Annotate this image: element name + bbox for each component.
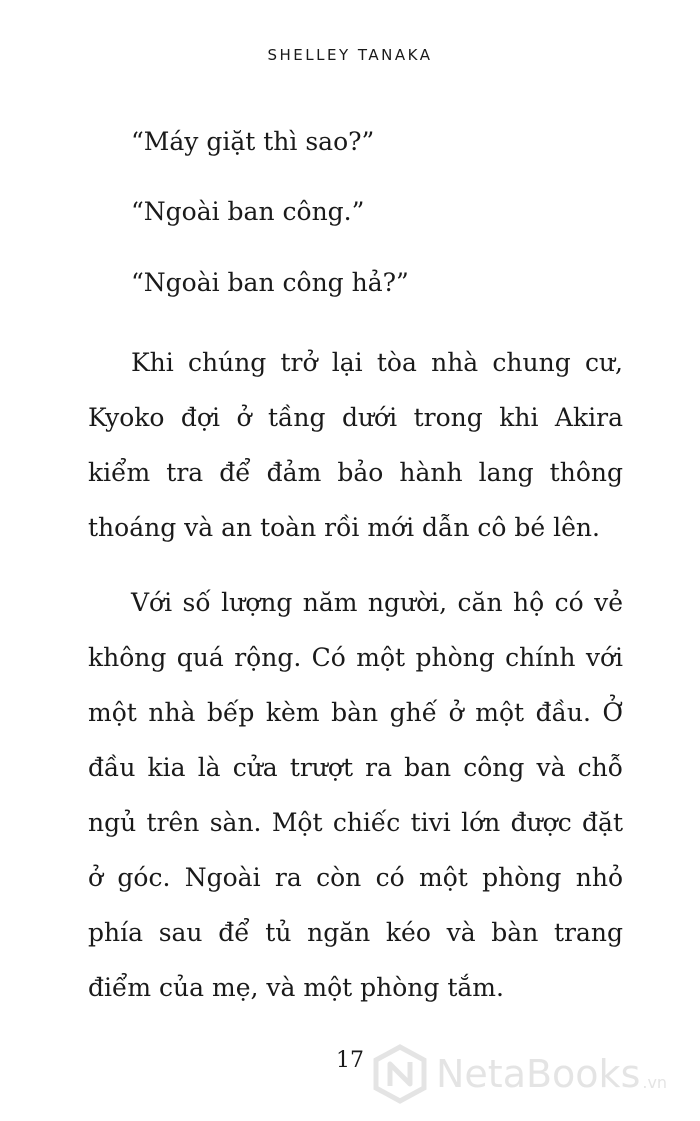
dialogue-line: “Ngoài ban công hả?” xyxy=(131,268,409,297)
paragraph-text: Khi chúng trở lại tòa nhà chung cư, Kyoko đợi ở tầng dưới trong khi Akira kiểm tra để đảm bảo hành lang thông thoáng và an toàn rồi mới dẫn cô bé lên. xyxy=(88,348,623,542)
watermark-brand: NetaBooks xyxy=(436,1052,641,1096)
dialogue-line: “Ngoài ban công.” xyxy=(131,197,365,226)
body-paragraph xyxy=(88,575,623,1015)
body-paragraph xyxy=(88,335,623,555)
page-number: 17 xyxy=(336,1048,364,1073)
watermark xyxy=(370,1044,667,1104)
watermark-domain: .vn xyxy=(642,1073,668,1092)
paragraph-text: Với số lượng năm người, căn hộ có vẻ không quá rộng. Có một phòng chính với một nhà bếp kèm bàn ghế ở một đầu. Ở đầu kia là cửa trượt ra ban công và chỗ ngủ trên sàn. Một chiếc tivi lớn được đặt ở góc. Ngoài ra còn có một phòng nhỏ phía sau để tủ ngăn kéo và bàn trang điểm của mẹ, và một phòng tắm. xyxy=(88,588,623,1002)
running-head: SHELLEY TANAKA xyxy=(267,46,433,64)
dialogue-line: “Máy giặt thì sao?” xyxy=(131,127,375,156)
